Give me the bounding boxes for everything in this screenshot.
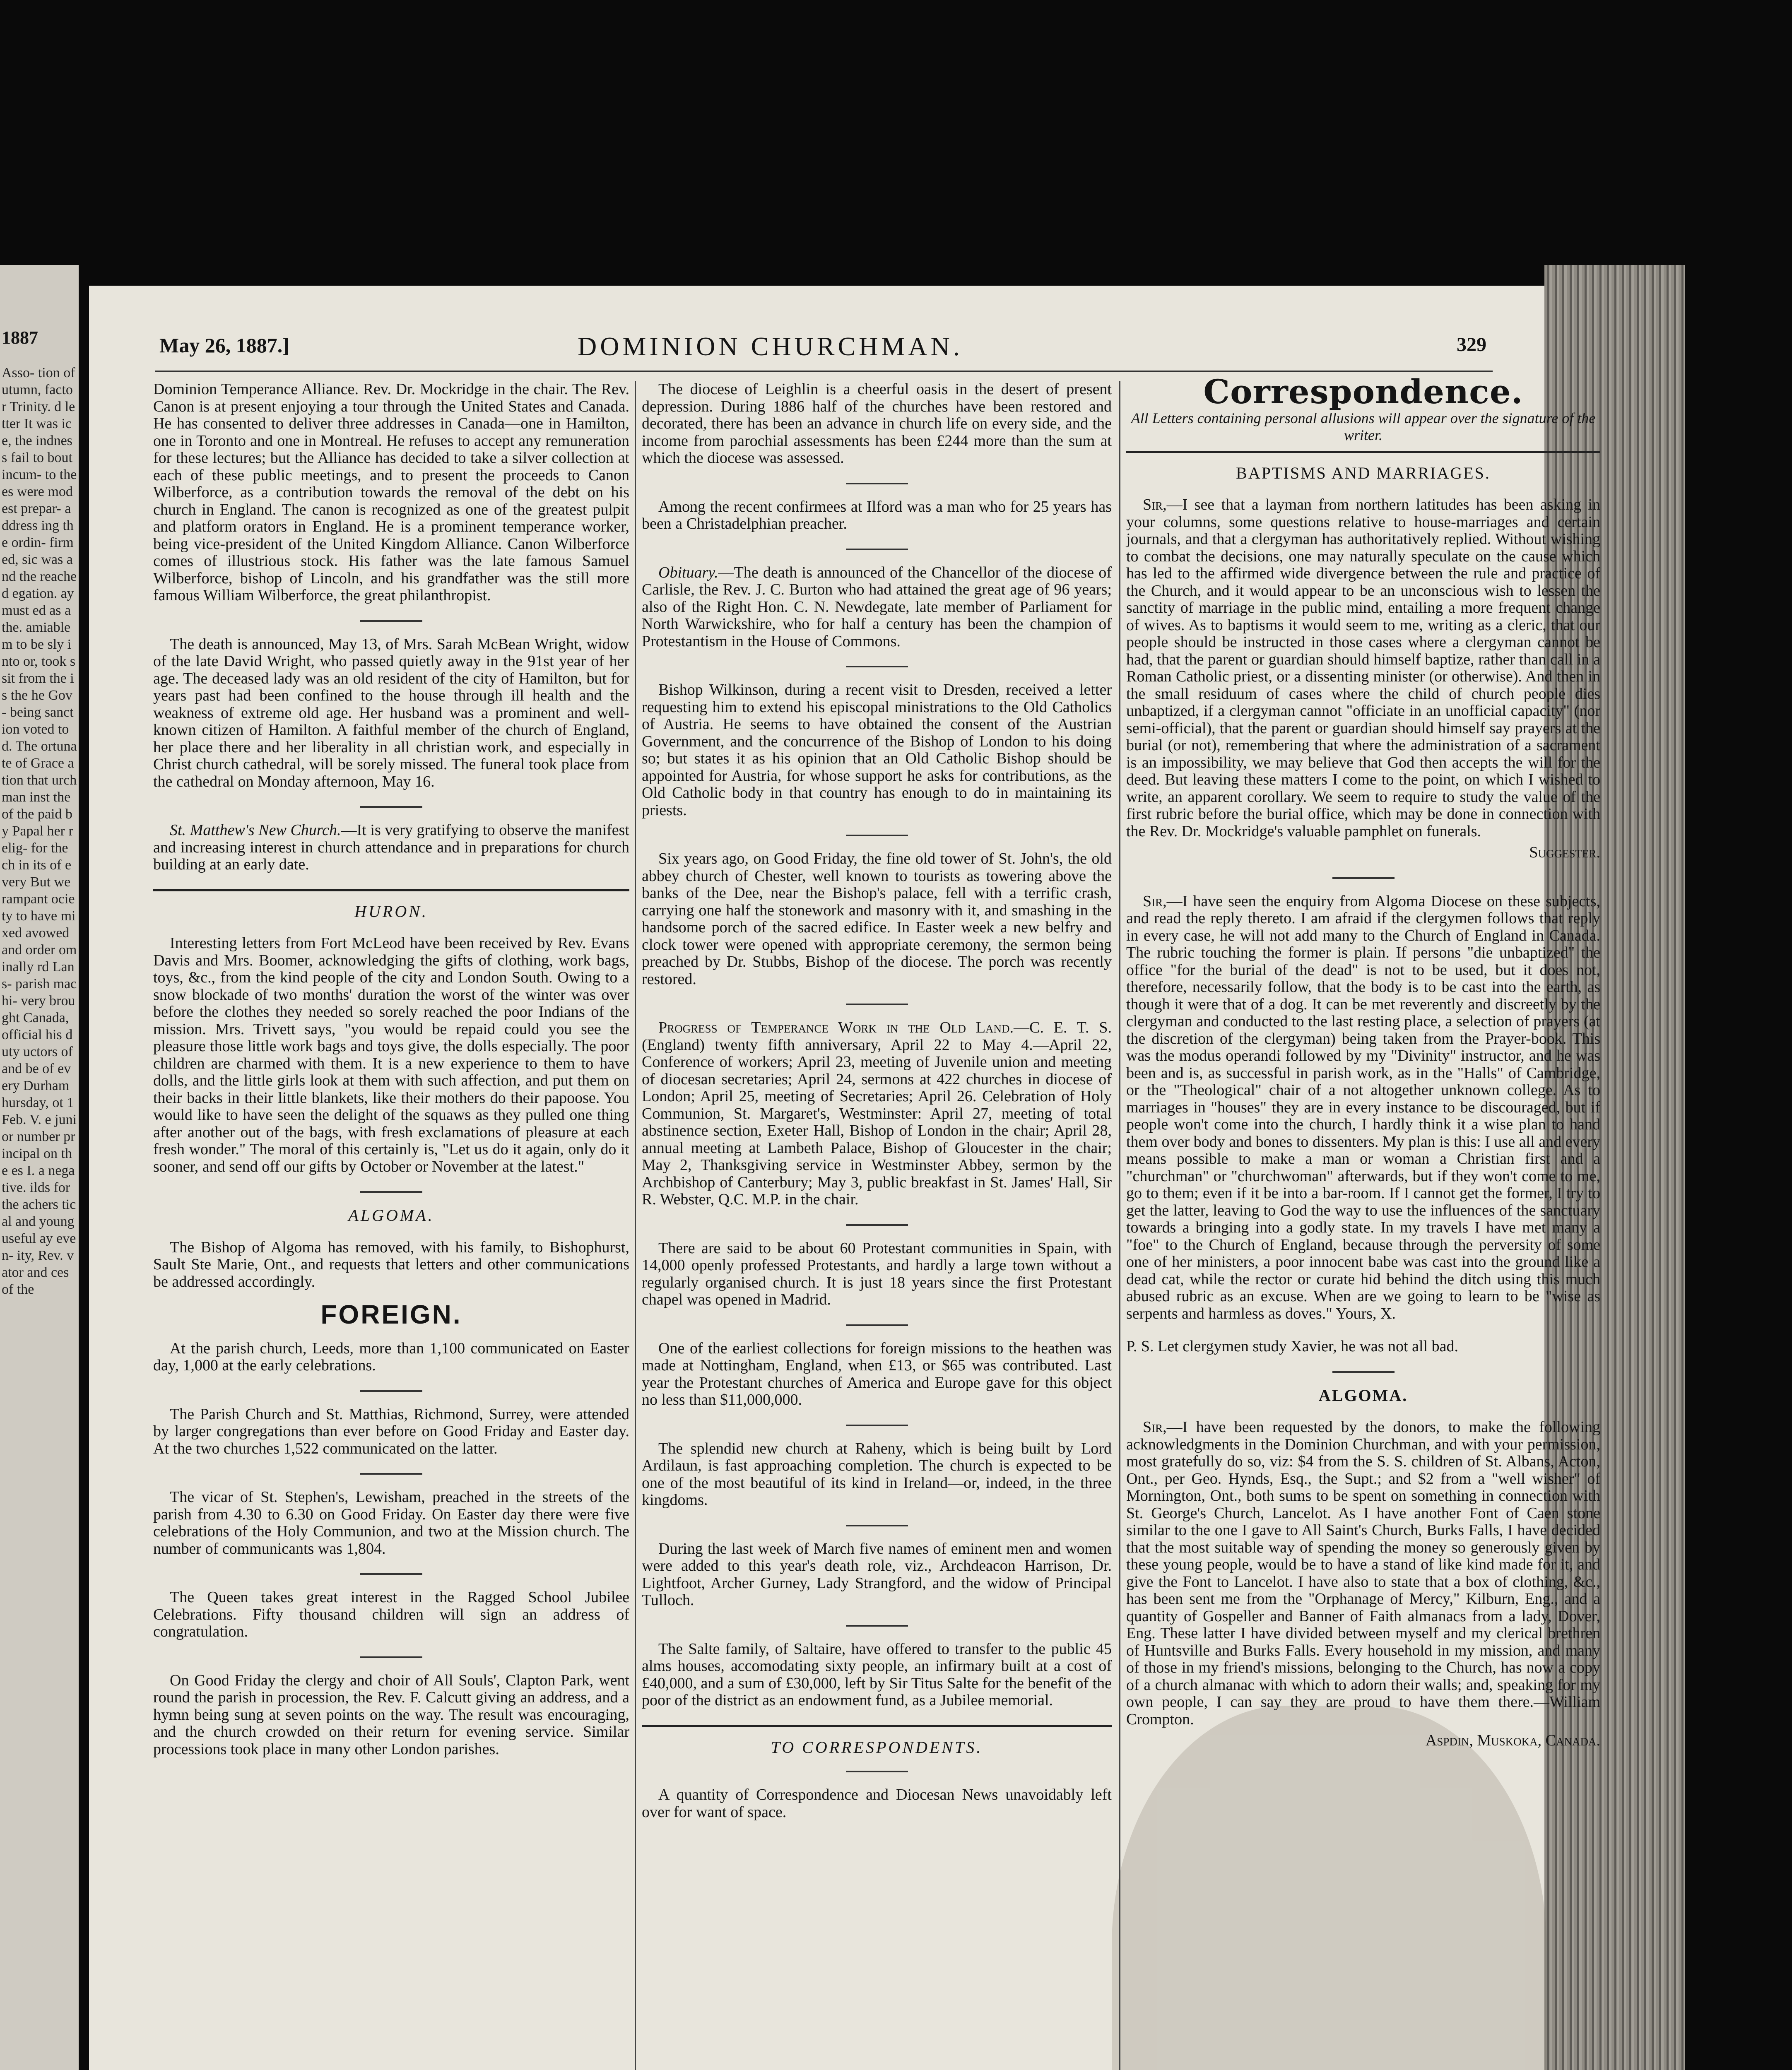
article-march-deaths: During the last week of March five names of eminent men and women were added to this year's death role, viz., Archdeacon Harrison, Dr. Lightfoot, Archer Gurney, Lady Strangford, and the widow of Principal Tulloch. bbox=[642, 1540, 1112, 1609]
article-chester: Six years ago, on Good Friday, the fine old tower of St. John's, the old abbey church of Chester, well known to tourists as towering above the banks of the Dee, near the Bishop's palace, fell with a terrific crash, carrying one half the stonework and masonry with it, and smashing in the handsome porch of the sacred edifice. In Easter week a new belfry and clock tower were opened with appropriate ceremony, the sermon being preached by Dr. Stubbs, Bishop of the diocese. The porch was recently restored. bbox=[642, 850, 1112, 988]
separator bbox=[846, 835, 908, 836]
letter-postscript: P. S. Let clergymen study Xavier, he was not all bad. bbox=[1126, 1338, 1458, 1355]
article-salte: The Salte family, of Saltaire, have offered to transfer to the public 45 alms houses, accomodating sixty people, an infirmary built at a cost of £40,000, and a sum of £30,000, left by Sir Titus Salte for the benefit of the poor of the district as an endowment fund, as a Jubilee memorial. bbox=[642, 1640, 1112, 1709]
letter-signature: Suggester. bbox=[1529, 844, 1600, 861]
column-divider bbox=[635, 381, 636, 2070]
correspondence-title: Correspondence. bbox=[1203, 372, 1523, 411]
section-heading-huron: HURON. bbox=[354, 902, 428, 921]
letter-salutation: Sir, bbox=[1143, 1418, 1167, 1436]
article-queen: The Queen takes great interest in the Ragged School Jubilee Celebrations. Fifty thousand children will sign an address of congratulation. bbox=[153, 1589, 629, 1640]
article-st-matthew: St. Matthew's New Church.—It is very gratifying to observe the manifest and increasing interest in church attendance and in preparations for church building at an early date. bbox=[153, 821, 629, 873]
page-header bbox=[89, 286, 1544, 381]
letter-x: Sir,—I have seen the enquiry from Algoma Diocese on these subjects, and read the reply thereto. I am afraid if the clergymen follows that reply in every case, he will not add many to the Church of England in Canada. The rubric touching the former is plain. If persons "die unbaptized" the office "for the burial of the dead" is not to be used, but it does not, therefore, necessarily follow, that the body is to be cast into the earth, as though it were that of a dog. It can be met reverently and discreetly by the clergyman and conducted to the last resting place, a selection of prayers (at the discretion of the clergyman) being taken from the Prayer-book. This was the modus operandi followed by my "Divinity" instructor, and he was been and is, as successful in parish work, as in the "Halls" of Cambridge, or the "Theological" chair of a not altogether unknown college. As to marriages in "houses" they are in every instance to be discouraged, but if people won't come into the church, I hardly think it a wise plan to hand them over body and bones to dissenters. My plan is this: I use all and every means possible to make a man or woman a Christian first and a "churchman" or "churchwoman" afterwards, but if they won't come to me, go to them; even if it be into a bar-room. If I cannot get the former, I try to get the latter, leaving to God the way to use the influences of the sanctuary towards a bringing into a godly state. In my travels I have met many a "foe" to the Church of England, because through the perversity of some one of her ministers, a poor innocent babe was cast into the ground like a dead cat, while the rector or curate hid behind the ditch using this much abused rubric as an excuse. When are we going to learn to be "wise as serpents and harmless as doves." Yours, X. bbox=[1126, 892, 1600, 1322]
adjacent-page-year: 1887 bbox=[2, 327, 38, 348]
section-heading-to-correspondents: TO CORRESPONDENTS. bbox=[771, 1738, 983, 1757]
separator bbox=[1332, 1371, 1395, 1373]
separator bbox=[846, 1324, 908, 1326]
letter-crompton: Sir,—I have been requested by the donors, to make the following acknowledgments in the Dominion Churchman, and with your permission, most gratefully do so, viz: $4 from the S. S. children of St. Albans, Acton, Ont., per Geo. Hynds, Esq., the Supt.; and $2 from a "well wisher" of Mornington, Ont., both sums to be spent on something in connection with St. George's Church, Lancelot. As I have another Font of Caen stone similar to the one I gave to All Saint's Church, Burks Falls, I have decided that the most suitable way of spending the money so generously given by these young people, would be to have a stand of like kind made for it, and give the Font to Lancelot. I have also to state that a box of clothing, &c., has been sent me from the "Orphanage of Mercy," Kilburn, Eng., and a quantity of Gospeller and Banner of Faith almanacs from a lady, Dover, Eng. These latter I have divided between myself and my clerical brethren of Huntsville and Burks Falls. Every household in my mission, and many of those in my friend's missions, belonging to the Church, has now a copy of a church almanac with which to adorn their walls; and, speaking for my own people, I can say they are proud to have them there.—William Crompton. bbox=[1126, 1418, 1600, 1728]
column-divider bbox=[1119, 381, 1120, 2070]
issue-date: May 26, 1887.] bbox=[159, 334, 289, 357]
adjacent-page-text: Asso- tion of utumn, factor Trinity. d letter It was ice, the indness fail to bout incum- to the es were modest prepar- address ing the ordin- firmed, sic was and the reached egation. ay must ed as a the. amiable m to be sly into or, took ssit from the is the he Gov- being sanction voted to d. The ortunate of Grace ation that urchman inst the of the paid by Papal her relig- for the ch in its of every But we rampant ociety to have mixed avowed and order ominally rd Lans- parish machi- very brought Canada, official his duty uctors of and be of every Durham hursday, ot 1 Feb. V. e junior number principal on the es I. a negative. ilds for the achers tical and young useful ay even- ity, Rev. vator and ces of the bbox=[2, 365, 77, 1297]
separator bbox=[846, 1525, 908, 1526]
section-heading-baptisms: BAPTISMS AND MARRIAGES. bbox=[1236, 463, 1491, 482]
article-all-souls: On Good Friday the clergy and choir of All Souls', Clapton Park, went round the parish in procession, the Rev. F. Calcutt giving an address, and a hymn being sung at seven points on the way. The result was encouraging, and the church crowded on their return for evening service. Similar processions took place in many other London parishes. bbox=[153, 1671, 629, 1758]
separator bbox=[360, 1656, 422, 1658]
article-leeds: At the parish church, Leeds, more than 1,100 communicated on Easter day, 1,000 at the early celebrations. bbox=[153, 1339, 629, 1374]
article-spain: There are said to be about 60 Protestant communities in Spain, with 14,000 openly professed Protestants, and hardly a large town without a regularly organised church. It is just 18 years since the first Protestant chapel was opened in Madrid. bbox=[642, 1239, 1112, 1308]
page-number: 329 bbox=[1457, 334, 1486, 356]
column-3 bbox=[1126, 372, 1600, 1765]
section-rule bbox=[1126, 451, 1600, 453]
article-to-correspondents: A quantity of Correspondence and Diocesan News unavoidably left over for want of space. bbox=[642, 1786, 1112, 1821]
article-obituary: Obituary.—The death is announced of the Chancellor of the diocese of Carlisle, the Rev. J. C. Burton who had attained the great age of 96 years; also of the Right Hon. C. N. Newdegate, late member of Parliament for North Warwickshire, who for half a century has been the champion of Protestantism in the House of Commons. bbox=[642, 563, 1112, 650]
article-algoma: The Bishop of Algoma has removed, with his family, to Bishophurst, Sault Ste Marie, Ont., and requests that letters and other communications be addressed accordingly. bbox=[153, 1238, 629, 1290]
letter-location: Aspdin, Muskoka, Canada. bbox=[1425, 1732, 1600, 1749]
adjacent-page-strip bbox=[0, 265, 79, 2070]
separator bbox=[360, 1191, 422, 1193]
article-huron: Interesting letters from Fort McLeod have been received by Rev. Evans Davis and Mrs. Boomer, acknowledging the gifts of clothing, work bags, toys, &c., from the kind people of the city and London South. Owing to a snow blockade of two months' duration the worst of the winter was over before the clothes they needed so sorely reached the poor Indians of the mission. Mrs. Trivett says, "you would be repaid could you see the pleasure those little work bags and toys give, the dolls especially. The poor children are charmed with them. It is a new experience to them to have dolls, and the little girls look at them with such affection, and put them on their backs in their little blankets, like their mothers do their papoose. You would like to have seen the delight of the squaws as they pulled one thing after another out of the bags, with fresh exclamations of pleasure at each fresh wonder." The moral of this certainly is, "Let us do it again, only do it sooner, and send off our gifts by October or November at the latest." bbox=[153, 934, 629, 1175]
separator bbox=[846, 483, 908, 484]
separator bbox=[846, 1771, 908, 1772]
article-lead: St. Matthew's New Church. bbox=[170, 821, 341, 839]
letter-suggester: Sir,—I see that a layman from northern latitudes has been asking in your columns, some questions relative to house-marriages and certain journals, and that a clergyman has authoritatively replied. Without wishing to combat the decisions, one may naturally speculate on the cause which has led to the affirmed wide divergence between the rule and practice of the Church, and it would appear to be an unconscious wish to lessen the sanctity of marriage in the public mind, entailing a more frequent change of wives. As to baptisms it would seem to me, writing as a cleric, that our people should be instructed in those cases where a clergyman cannot be had, that the parent or guardian should himself baptize, rather than call in a Roman Catholic priest, or a dissenting minister (or otherwise). And then in the small residuum of cases where the child of church people dies unbaptized, if a clergyman cannot "officiate in an unofficial capacity" (nor semi-official), that the parent or guardian should himself say prayers at the burial (or not), remembering that where the administration of a sacrament is an impossibility, we may believe that God then accepts the will for the deed. But leaving these matters I come to the point, on which I wished to write, an apparent corollary. We seem to require to study the value of the first rubric before the burial office, which may be done in connection with the Rev. Dr. Mockridge's valuable pamphlet on funerals. bbox=[1126, 496, 1600, 840]
article-leighlin: The diocese of Leighlin is a cheerful oasis in the desert of present depression. During 1886 half of the churches have been restored and decorated, there has been an advance in church life on every side, and the income from parochial assessments has been £244 more than the sum at which the diocese was assessed. bbox=[642, 380, 1112, 467]
separator bbox=[1332, 877, 1395, 879]
separator bbox=[360, 1473, 422, 1475]
article-nottingham: One of the earliest collections for foreign missions to the heathen was made at Nottingham, England, when £13, or $65 was contributed. Last year the Protestant churches of America and Europe gave for this object no less than $11,000,000. bbox=[642, 1339, 1112, 1408]
separator bbox=[846, 549, 908, 550]
masthead-title: DOMINION CHURCHMAN. bbox=[578, 332, 963, 361]
article-temperance: Dominion Temperance Alliance. Rev. Dr. Mockridge in the chair. The Rev. Canon is at present enjoying a tour through the United States and Canada. He has consented to deliver three addresses in Canada—one in Hamilton, one in Toronto and one in Montreal. He refuses to accept any remuneration for these lectures; but the Alliance has decided to take a silver collection at each of these public meetings, and to present the proceeds to Canon Wilberforce, as a contribution towards the removal of the debt on his church in England. The canon is recognized as one of the greatest pulpit and platform orators in England. He is a prominent temperance worker, being vice-president of the United Kingdom Alliance. Canon Wilberforce comes of illustrious stock. His father was the late famous Samuel Wilberforce, bishop of Lincoln, and his grandfather was the still more famous William Wilberforce, the great philanthropist. bbox=[153, 380, 629, 604]
article-raheny: The splendid new church at Raheny, which is being built by Lord Ardilaun, is fast approaching completion. The church is expected to be one of the most beautiful of its kind in Ireland—or, indeed, in the three kingdoms. bbox=[642, 1439, 1112, 1509]
letter-salutation: Sir, bbox=[1143, 496, 1167, 513]
separator bbox=[846, 1224, 908, 1226]
separator bbox=[846, 666, 908, 667]
column-2 bbox=[642, 381, 1112, 1837]
letter-salutation: Sir, bbox=[1143, 892, 1167, 910]
article-wilkinson: Bishop Wilkinson, during a recent visit to Dresden, received a letter requesting him to extend his episcopal ministrations to the Old Catholics of Austria. He seems to have obtained the consent of the Austrian Government, and the concurrence of the Bishop of London to his doing so; but states it as his opinion that an Old Catholic Bishop should be appointed for Austria, for whose support he asks for contributions, as the Old Catholic body in that country has enough to do in maintaining its priests. bbox=[642, 681, 1112, 819]
article-richmond: The Parish Church and St. Matthias, Richmond, Surrey, were attended by larger congregations than ever before on Good Friday and Easter day. At the two churches 1,522 communicated on the latter. bbox=[153, 1405, 629, 1457]
separator bbox=[360, 1573, 422, 1575]
column-1 bbox=[153, 381, 629, 1774]
article-ilford: Among the recent confirmees at Ilford was a man who for 25 years has been a Christadelphian preacher. bbox=[642, 498, 1112, 532]
article-lewisham: The vicar of St. Stephen's, Lewisham, preached in the streets of the parish from 4.30 to 6.30 on Good Friday. On Easter day there were five celebrations of the Holy Communion, and two at the Mission church. The number of communicants was 1,804. bbox=[153, 1488, 629, 1557]
section-heading-algoma: ALGOMA. bbox=[348, 1206, 434, 1225]
separator bbox=[846, 1625, 908, 1627]
section-rule bbox=[153, 889, 629, 891]
separator bbox=[846, 1425, 908, 1426]
section-rule bbox=[642, 1725, 1112, 1727]
section-heading-algoma-letters: ALGOMA. bbox=[1318, 1386, 1408, 1405]
newspaper-page bbox=[89, 286, 1600, 2070]
correspondence-note: All Letters containing personal allusions will appear over the signature of the writer. bbox=[1131, 409, 1596, 443]
separator bbox=[360, 1390, 422, 1392]
separator bbox=[846, 1004, 908, 1005]
article-lead: Obituary. bbox=[658, 563, 718, 581]
separator bbox=[360, 806, 422, 808]
separator bbox=[360, 620, 422, 622]
article-lead: Progress of Temperance Work in the Old Land. bbox=[658, 1019, 1014, 1036]
article-death-wright: The death is announced, May 13, of Mrs. Sarah McBean Wright, widow of the late David Wright, who passed quietly away in the 91st year of her age. The deceased lady was an old resident of the city of Hamilton, but for years past had been confined to the house through ill health and the weakness of extreme old age. Her husband was a prominent and well-known citizen of Hamilton. A faithful member of the church of England, her place there and her liberality in all christian work, and especially in Christ church cathedral, will be sorely missed. The funeral took place from the cathedral on Monday afternoon, May 16. bbox=[153, 635, 629, 790]
article-temperance-progress: Progress of Temperance Work in the Old Land.—C. E. T. S. (England) twenty fifth anniversary, April 22 to May 4.—April 22, Conference of workers; April 23, meeting of Juvenile union and meeting of diocesan secretaries; April 24, sermons at 422 churches in diocese of London; April 25, meeting of Secretaries; April 26. Celebration of Holy Communion, St. Margaret's, Westminster: April 27, meeting of total abstinence section, Exeter Hall, Bishop of London in the chair; April 28, annual meeting at Lambeth Palace, Bishop of Gloucester in the chair; May 2, Thanksgiving service in Westminster Abbey, sermon by the Archbishop of Canterbury; May 3, public breakfast in St. James' Hall, Sir R. Webster, Q.C. M.P. in the chair. bbox=[642, 1019, 1112, 1208]
section-heading-foreign: FOREIGN. bbox=[320, 1300, 462, 1329]
